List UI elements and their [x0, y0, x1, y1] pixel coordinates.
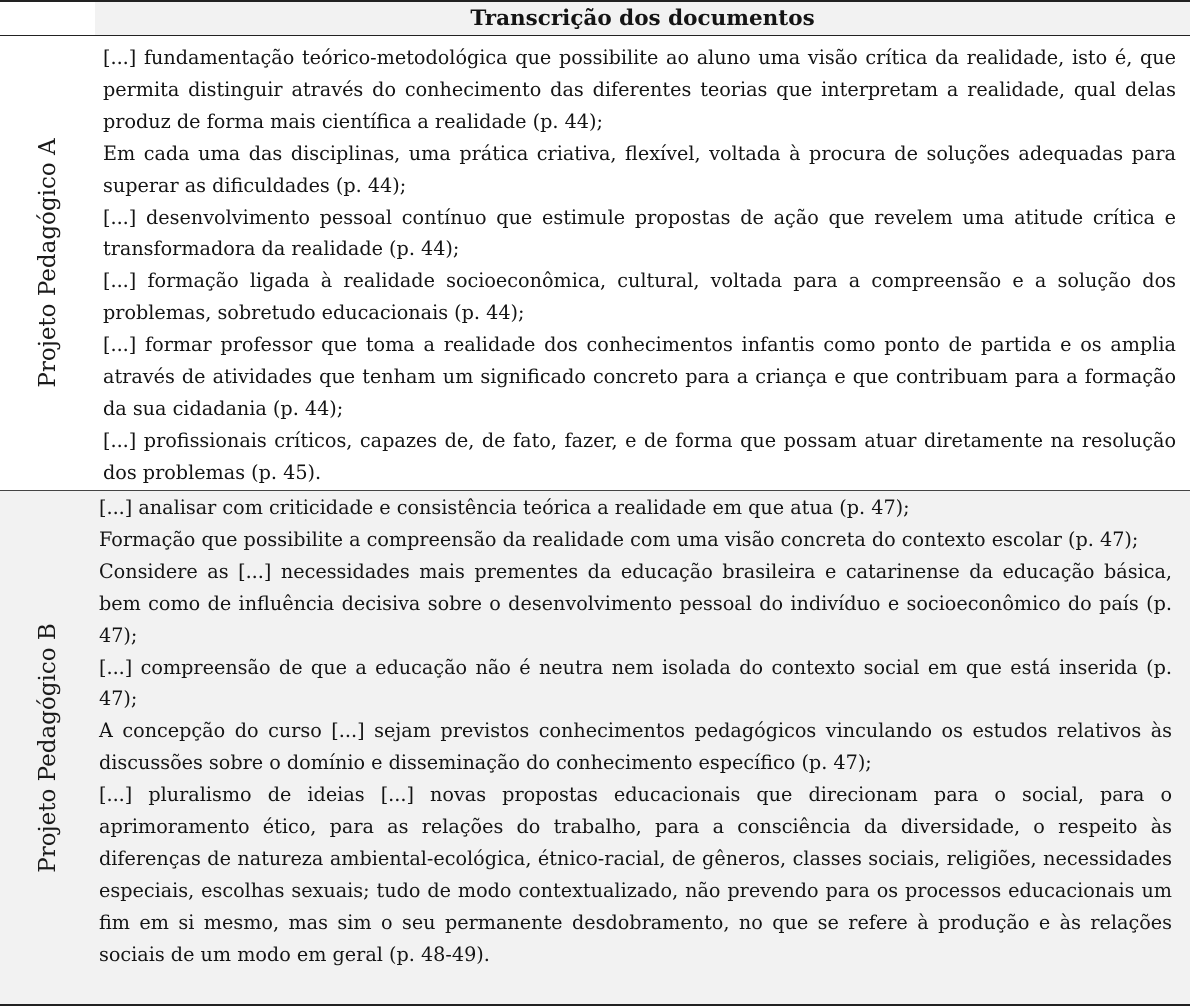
table-row-projeto-b [0, 491, 1190, 1006]
quote-paragraph: Considere as [...] necessidades mais prementes da educação brasileira e catarinense da educação básica, bem como de influência decisiva sobre o desenvolvimento pessoal do indivíduo e socioeconômico do país (p. 47); [99, 559, 1172, 647]
quote-paragraph: [...] pluralismo de ideias [...] novas propostas educacionais que direcionam para o social, para o aprimoramento ético, para as relações do trabalho, para a consciência da diversidade, o respeito às diferenças de natureza ambiental-ecológica, étnico-racial, de gêneros, classes sociais, religiões, necessidades especiais, escolhas sexuais; tudo de modo contextualizado, não prevendo para os processos educacionais um fim em si mesmo, mas sim o seu permanente desdobramento, no que se refere à produção e às relações sociais de um modo em geral (p. 48-49). [99, 783, 1172, 966]
header-corner-cell [0, 1, 95, 36]
quote-paragraph: [...] desenvolvimento pessoal contínuo que estimule propostas de ação que revelem uma atitude crítica e transformadora da realidade (p. 44); [103, 205, 1176, 261]
row-content-projeto-a [95, 36, 1190, 491]
row-label-projeto-b: Projeto Pedagógico B [34, 622, 61, 873]
quote-paragraph: [...] analisar com criticidade e consistência teórica a realidade em que atua (p. 47); [99, 496, 910, 519]
table-header-title: Transcrição dos documentos [95, 1, 1190, 36]
row-label-cell-b [0, 491, 95, 1006]
row-content-projeto-b [95, 491, 1190, 1006]
row-label-projeto-a: Projeto Pedagógico A [34, 138, 61, 388]
row-label-cell-a [0, 36, 95, 491]
table-row-projeto-a [0, 36, 1190, 491]
quote-paragraph: Em cada uma das disciplinas, uma prática criativa, flexível, voltada à procura de soluções adequadas para superar as dificuldades (p. 44); [103, 141, 1176, 197]
quote-paragraph: [...] compreensão de que a educação não é neutra nem isolada do contexto social em que está inserida (p. 47); [99, 655, 1172, 711]
quote-paragraph: [...] fundamentação teórico-metodológica que possibilite ao aluno uma visão crítica da realidade, isto é, que permita distinguir através do conhecimento das diferentes teorias que interpretam a realidade, qual delas produz de forma mais científica a realidade (p. 44); [103, 46, 1176, 133]
quote-paragraph: A concepção do curso [...] sejam previstos conhecimentos pedagógicos vinculando os estudos relativos às discussões sobre o domínio e disseminação do conhecimento específico (p. 47); [99, 719, 1172, 775]
quote-paragraph: [...] profissionais críticos, capazes de, de fato, fazer, e de forma que possam atuar diretamente na resolução dos problemas (p. 45). [103, 428, 1176, 484]
quote-paragraph: [...] formação ligada à realidade socioeconômica, cultural, voltada para a compreensão e a solução dos problemas, sobretudo educacionais (p. 44); [103, 269, 1176, 325]
table-header-row [0, 1, 1190, 36]
quote-paragraph: [...] formar professor que toma a realidade dos conhecimentos infantis como ponto de partida e os amplia através de atividades que tenham um significado concreto para a criança e que contribuam para a formação da sua cidadania (p. 44); [103, 333, 1176, 420]
quote-paragraph: Formação que possibilite a compreensão da realidade com uma visão concreta do contexto escolar (p. 47); [99, 527, 1139, 551]
